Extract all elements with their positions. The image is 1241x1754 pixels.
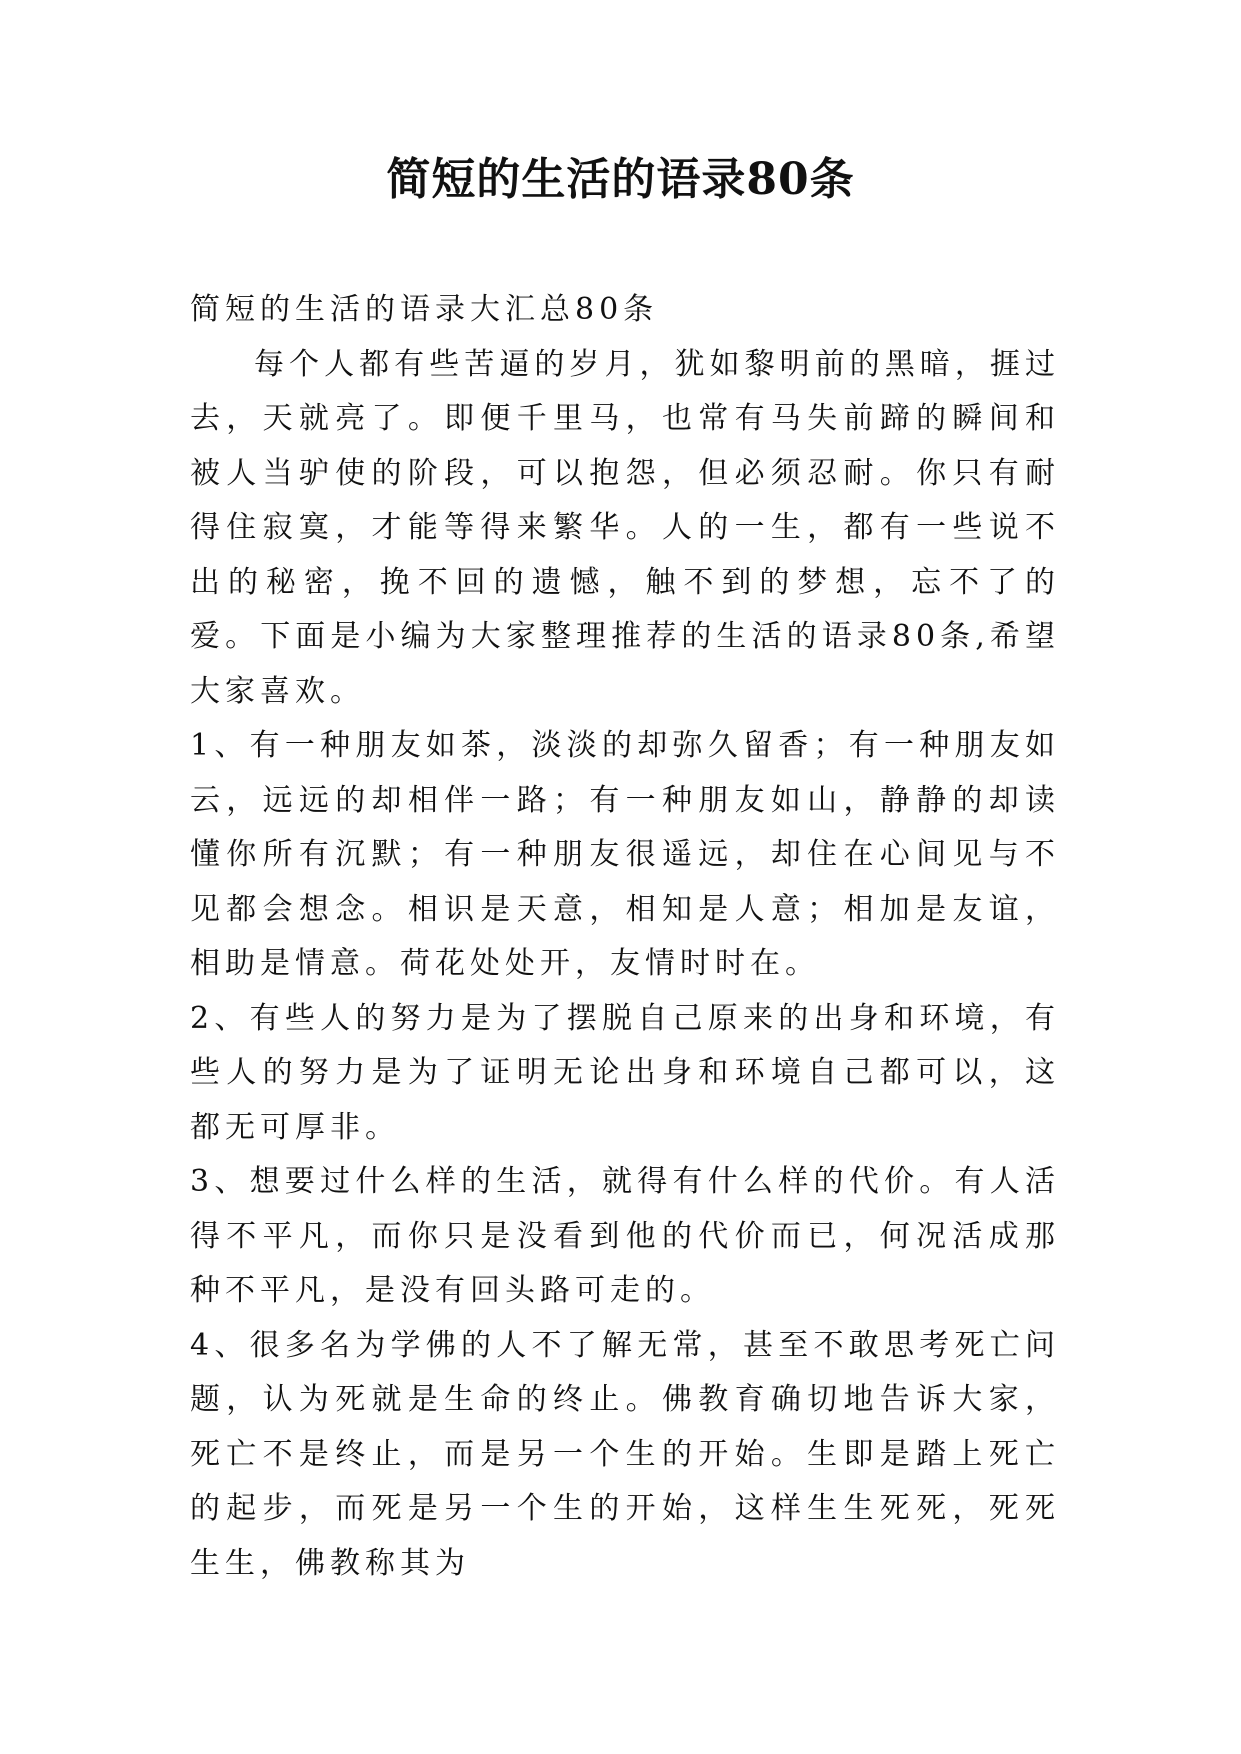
document-body <box>190 283 1060 1591</box>
quote-item-1: 1、有一种朋友如茶，淡淡的却弥久留香；有一种朋友如云，远远的却相伴一路；有一种朋友如山，静静的却读懂你所有沉默；有一种朋友很遥远，却住在心间见与不见都会想念。相识是天意，相知是人意；相加是友谊，相助是情意。荷花处处开，友情时时在。 <box>190 728 1060 981</box>
document-subtitle: 简短的生活的语录大汇总80条 <box>190 292 659 327</box>
quote-item-4: 4、很多名为学佛的人不了解无常，甚至不敢思考死亡问题，认为死就是生命的终止。佛教育确切地告诉大家，死亡不是终止，而是另一个生的开始。生即是踏上死亡的起步，而死是另一个生的开始，这样生生死死，死死生生，佛教称其为 <box>190 1327 1060 1581</box>
quote-item-3: 3、想要过什么样的生活，就得有什么样的代价。有人活得不平凡，而你只是没看到他的代价而已，何况活成那种不平凡，是没有回头路可走的。 <box>190 1164 1060 1308</box>
document-title: 简短的生活的语录80条 <box>386 154 855 205</box>
quote-item-2: 2、有些人的努力是为了摆脱自己原来的出身和环境，有些人的努力是为了证明无论出身和环境自己都可以，这都无可厚非。 <box>190 1000 1060 1145</box>
intro-paragraph: 每个人都有些苦逼的岁月，犹如黎明前的黑暗，捱过去，天就亮了。即便千里马，也常有马失前蹄的瞬间和被人当驴使的阶段，可以抱怨，但必须忍耐。你只有耐得住寂寞，才能等得来繁华。人的一生，都有一些说不出的秘密，挽不回的遗憾，触不到的梦想，忘不了的爱。下面是小编为大家整理推荐的生活的语录80条,希望大家喜欢。 <box>190 346 1060 709</box>
